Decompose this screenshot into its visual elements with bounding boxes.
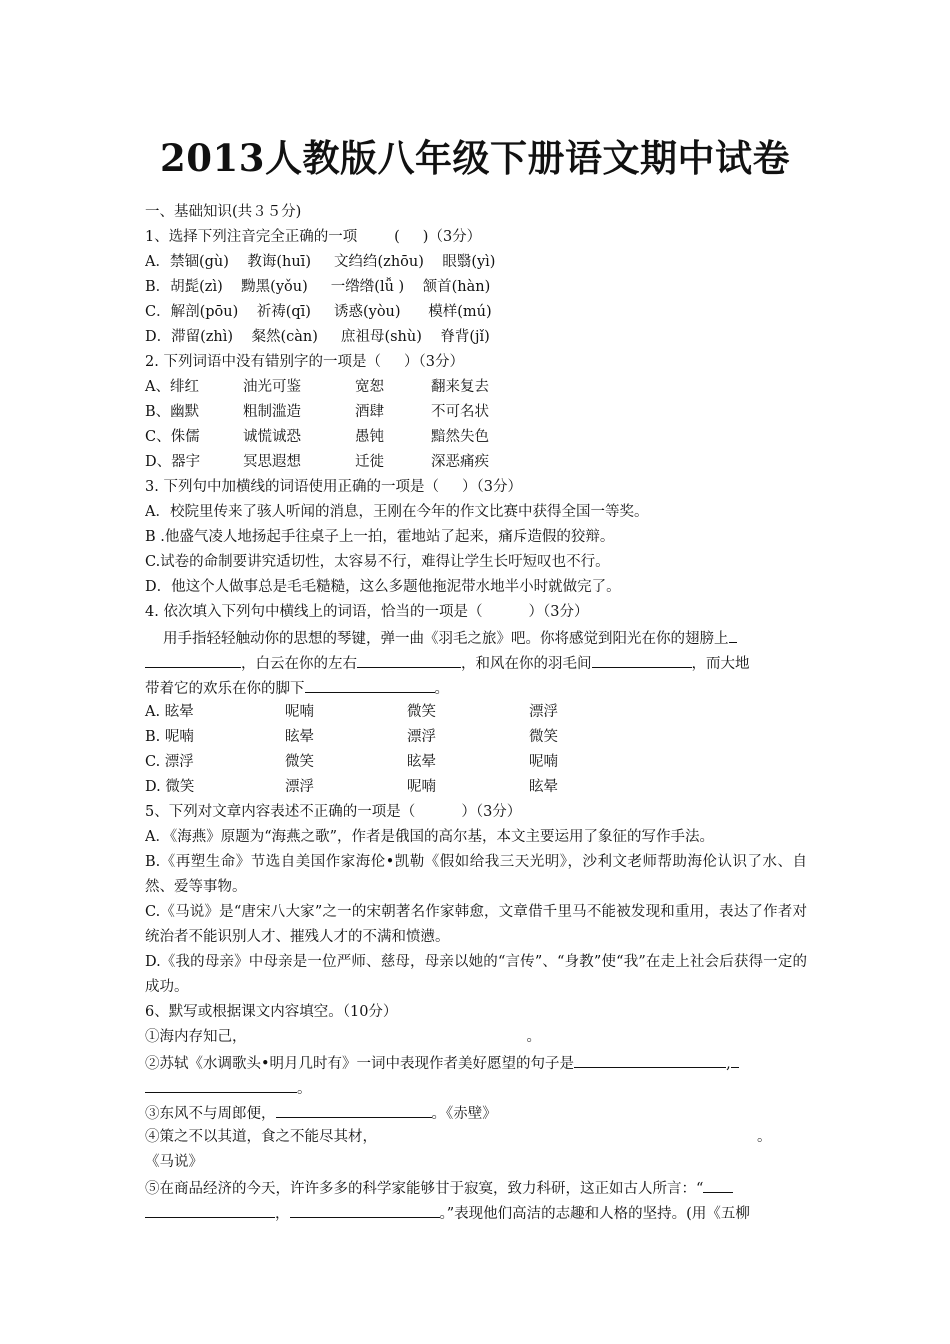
option-word: 眩晕 [407, 754, 436, 770]
fill-blank [145, 1200, 275, 1218]
fill-blank [290, 1200, 440, 1218]
question-1-stem: 1、选择下列注音完全正确的一项 ( )（3分） [145, 229, 482, 245]
fill-blank [592, 650, 692, 668]
question-2-option-a [145, 375, 807, 400]
option-label: C. 漂浮 [145, 754, 194, 770]
option-word: 冥思遐想 [243, 454, 301, 470]
fill-blank [574, 1050, 726, 1068]
option-word: 微笑 [285, 754, 314, 770]
option-label: B. 呢喃 [145, 729, 194, 745]
item-text: ①海内存知己， [145, 1029, 247, 1045]
question-2-option-d [145, 450, 807, 475]
option-label: C、侏儒 [145, 429, 200, 445]
fill-blank [731, 1050, 739, 1068]
question-2-option-b [145, 400, 807, 425]
option-label: D、器宇 [145, 454, 201, 470]
question-4-option-a [145, 700, 807, 725]
option-word: 呢喃 [285, 704, 314, 720]
question-4-option-d [145, 775, 807, 800]
option-word: 酒肆 [355, 404, 384, 420]
fill-blank [729, 625, 737, 643]
item-text: 。 [297, 1081, 312, 1097]
option-word: 翻来复去 [431, 379, 489, 395]
option-word: 愚钝 [355, 429, 384, 445]
item-text: ⑤在商品经济的今天，许许多多的科学家能够甘于寂寞，致力科研，这正如古人所言：“ [145, 1181, 704, 1197]
question-6-item-2-cont [145, 1075, 807, 1100]
item-text: , [726, 1056, 731, 1072]
question-3-option-d: D．他这个人做事总是毛毛糙糙，这么多题他拖泥带水地半小时就做完了。 [145, 579, 621, 595]
question-4-passage-line-1 [145, 625, 807, 650]
question-5-stem: 5、下列对文章内容表述不正确的一项是（ ）（3分） [145, 804, 522, 820]
question-5-option-a: A．《海燕》原题为“海燕之歌”，作者是俄国的高尔基，本文主要运用了象征的写作手法。 [145, 829, 715, 845]
option-word: 迁徙 [355, 454, 384, 470]
option-word: 呢喃 [407, 779, 436, 795]
option-word: 油光可鉴 [243, 379, 301, 395]
question-4-stem: 4. 依次填入下列句中横线上的词语，恰当的一项是（ ）（3分） [145, 604, 589, 620]
item-text: 。《赤壁》 [431, 1106, 497, 1122]
item-text: ， [275, 1206, 290, 1222]
fill-blank [276, 1100, 432, 1118]
question-3-option-b: B .他盛气凌人地扬起手往桌子上一拍，霍地站了起来，痛斥造假的狡辩。 [145, 529, 615, 545]
option-label: B、幽默 [145, 404, 200, 420]
option-word: 漂浮 [407, 729, 436, 745]
passage-text: ，和风在你的羽毛间 [461, 656, 592, 672]
fill-blank [357, 650, 461, 668]
question-1-option-d: D．滞留(zhì) 粲然(càn) 庶祖母(shù) 脊背(jǐ) [145, 329, 490, 345]
item-text: 。”表现他们高洁的志趣和人格的坚持。(用《五柳 [439, 1206, 750, 1222]
item-text: ②苏轼《水调歌头•明月几时有》一词中表现作者美好愿望的句子是 [145, 1056, 575, 1072]
question-3-option-c: C.试卷的命制要讲究适切性，太容易不行，难得让学生长吁短叹也不行。 [145, 554, 610, 570]
option-word: 黯然失色 [431, 429, 489, 445]
question-6-item-5-cont [145, 1200, 807, 1225]
passage-text: 带着它的欢乐在你的脚下 [145, 681, 305, 697]
section-heading: 一、基础知识(共３５分) [145, 204, 302, 220]
question-1-option-c: C．解剖(pōu) 祈祷(qī) 诱惑(yòu) 模样(mú) [145, 304, 492, 320]
option-word: 眩晕 [285, 729, 314, 745]
question-2-stem: 2. 下列词语中没有错别字的一项是（ ）（3分） [145, 354, 464, 370]
item-text: 。 [757, 1129, 772, 1145]
option-label: D. 微笑 [145, 779, 195, 795]
question-5-option-b: B.《再塑生命》节选自美国作家海伦•凯勒《假如给我三天光明》，沙利文老师帮助海伦认识了水、自然、爱等事物。 [145, 854, 807, 895]
question-6-item-5 [145, 1175, 807, 1200]
fill-blank [703, 1175, 733, 1193]
fill-blank [145, 650, 241, 668]
item-text: ④策之不以其道，食之不能尽其材， [145, 1129, 377, 1145]
question-4-option-b [145, 725, 807, 750]
option-word: 粗制滥造 [243, 404, 301, 420]
option-word: 宽恕 [355, 379, 384, 395]
question-6-item-4 [145, 1125, 807, 1150]
item-text: 。 [526, 1029, 541, 1045]
question-5-option-c: C.《马说》是“唐宋八大家”之一的宋朝著名作家韩愈，文章借千里马不能被发现和重用，表达了作者对统治者不能识别人才、摧残人才的不满和愤懑。 [145, 904, 807, 945]
option-word: 微笑 [529, 729, 558, 745]
question-4-passage-line-3 [145, 675, 807, 700]
page-title: 2013人教版八年级下册语文期中试卷 [160, 136, 790, 180]
question-4-passage-line-2 [145, 650, 807, 675]
option-word: 眩晕 [529, 779, 558, 795]
option-label: A. 眩晕 [145, 704, 194, 720]
option-word: 不可名状 [431, 404, 489, 420]
question-6-item-4-source: 《马说》 [145, 1154, 203, 1170]
question-3-option-a: A．校院里传来了骇人听闻的消息，王刚在今年的作文比赛中获得全国一等奖。 [145, 504, 649, 520]
question-5-option-d: D.《我的母亲》中母亲是一位严师、慈母，母亲以她的“言传”、“身教”使“我”在走上社会后获得一定的成功。 [145, 954, 807, 995]
option-word: 漂浮 [285, 779, 314, 795]
question-6-item-3 [145, 1100, 807, 1125]
option-word: 诚慌诚恐 [243, 429, 301, 445]
question-1-option-a: A．禁锢(gù) 教诲(huī) 文绉绉(zhōu) 眼翳(yì) [145, 254, 496, 270]
question-2-option-c [145, 425, 807, 450]
passage-text: 。 [434, 681, 449, 697]
question-6-item-2 [145, 1050, 807, 1075]
exam-body [145, 200, 807, 1225]
option-word: 呢喃 [529, 754, 558, 770]
option-word: 微笑 [407, 704, 436, 720]
item-text: ③东风不与周郎便， [145, 1106, 276, 1122]
question-6-item-1 [145, 1025, 807, 1050]
question-1-option-b: B．胡髭(zì) 黝黑(yǒu) 一绺绺(lǚ ) 颔首(hàn) [145, 279, 491, 295]
option-label: A、绯红 [145, 379, 199, 395]
option-word: 深恶痛疾 [431, 454, 489, 470]
passage-text: ，白云在你的左右 [241, 656, 357, 672]
passage-text: ，而大地 [691, 656, 750, 672]
question-4-option-c [145, 750, 807, 775]
passage-text: 用手指轻轻触动你的思想的琴键，弹一曲《羽毛之旅》吧。你将感觉到阳光在你的翅膀上 [163, 631, 729, 647]
fill-blank [145, 1075, 297, 1093]
question-3-stem: 3. 下列句中加横线的词语使用正确的一项是（ ）（3分） [145, 479, 522, 495]
fill-blank [305, 675, 435, 693]
question-6-stem: 6、默写或根据课文内容填空。（10分） [145, 1004, 398, 1020]
option-word: 漂浮 [529, 704, 558, 720]
